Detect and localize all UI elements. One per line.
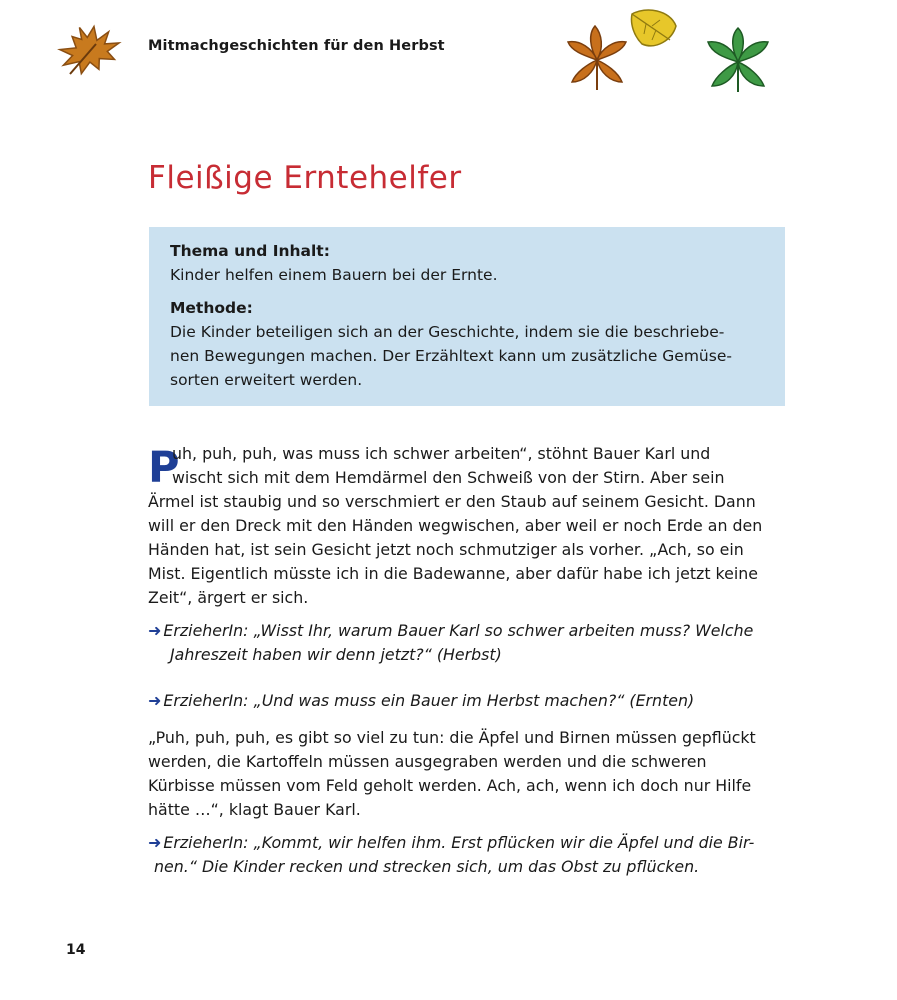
drop-cap: P bbox=[148, 443, 180, 493]
story-paragraph-2 bbox=[148, 726, 788, 822]
educator-cue-2 bbox=[148, 689, 798, 713]
story-line: Händen hat, ist sein Gesicht jetzt noch schmutziger als vorher. „Ach, so ein bbox=[148, 540, 744, 559]
story-line: Kürbisse müssen vom Feld geholt werden. Ach, ach, wenn ich doch nur Hilfe bbox=[148, 776, 752, 795]
cue-line: ErzieherIn: „Wisst Ihr, warum Bauer Karl so schwer arbeiten muss? Welche bbox=[163, 621, 754, 640]
info-box bbox=[149, 227, 785, 406]
story-line: „Puh, puh, puh, es gibt so viel zu tun: die Äpfel und Birnen müssen gepflückt bbox=[148, 728, 756, 747]
story-line: uh, puh, puh, was muss ich schwer arbeiten“, stöhnt Bauer Karl und bbox=[172, 444, 711, 463]
page-number: 14 bbox=[66, 942, 86, 958]
educator-cue-3 bbox=[148, 831, 798, 879]
method-line: sorten erweitert werden. bbox=[170, 371, 363, 389]
story-paragraph-1 bbox=[148, 442, 788, 610]
chestnut-leaf-brown-icon bbox=[562, 22, 632, 92]
topic-heading: Thema und Inhalt: bbox=[170, 242, 330, 260]
story-line: hätte …“, klagt Bauer Karl. bbox=[148, 800, 361, 819]
story-line: Ärmel ist staubig und so verschmiert er den Staub auf seinem Gesicht. Dann bbox=[148, 492, 756, 511]
cue-line: Jahreszeit haben wir denn jetzt?“ (Herbst) bbox=[170, 645, 502, 664]
topic-text: Kinder helfen einem Bauern bei der Ernte. bbox=[170, 266, 498, 284]
chestnut-leaf-green-icon bbox=[702, 24, 774, 94]
cue-line: ErzieherIn: „Und was muss ein Bauer im Herbst machen?“ (Ernten) bbox=[163, 691, 695, 710]
page-title: Fleißige Erntehelfer bbox=[148, 160, 462, 196]
arrow-right-icon: ➜ bbox=[148, 691, 162, 710]
arrow-right-icon: ➜ bbox=[148, 621, 162, 640]
birch-leaf-yellow-icon bbox=[626, 4, 680, 54]
maple-leaf-icon bbox=[52, 22, 124, 80]
cue-line: ErzieherIn: „Kommt, wir helfen ihm. Erst pflücken wir die Äpfel und die Bir- bbox=[163, 833, 755, 852]
cue-line: nen.“ Die Kinder recken und strecken sich, um das Obst zu pflücken. bbox=[154, 857, 700, 876]
method-line: nen Bewegungen machen. Der Erzähltext kann um zusätzliche Gemüse- bbox=[170, 347, 732, 365]
story-line: werden, die Kartoffeln müssen ausgegraben werden und die schweren bbox=[148, 752, 707, 771]
educator-cue-1 bbox=[148, 619, 798, 667]
story-line: Mist. Eigentlich müsste ich in die Badewanne, aber dafür habe ich jetzt keine bbox=[148, 564, 758, 583]
story-line: Zeit“, ärgert er sich. bbox=[148, 588, 309, 607]
method-heading: Methode: bbox=[170, 299, 253, 317]
arrow-right-icon: ➜ bbox=[148, 833, 162, 852]
method-line: Die Kinder beteiligen sich an der Geschichte, indem sie die beschriebe- bbox=[170, 323, 725, 341]
story-line: wischt sich mit dem Hemdärmel den Schweiß von der Stirn. Aber sein bbox=[172, 468, 725, 487]
story-line: will er den Dreck mit den Händen wegwischen, aber weil er noch Erde an den bbox=[148, 516, 763, 535]
header-title: Mitmachgeschichten für den Herbst bbox=[148, 38, 445, 54]
